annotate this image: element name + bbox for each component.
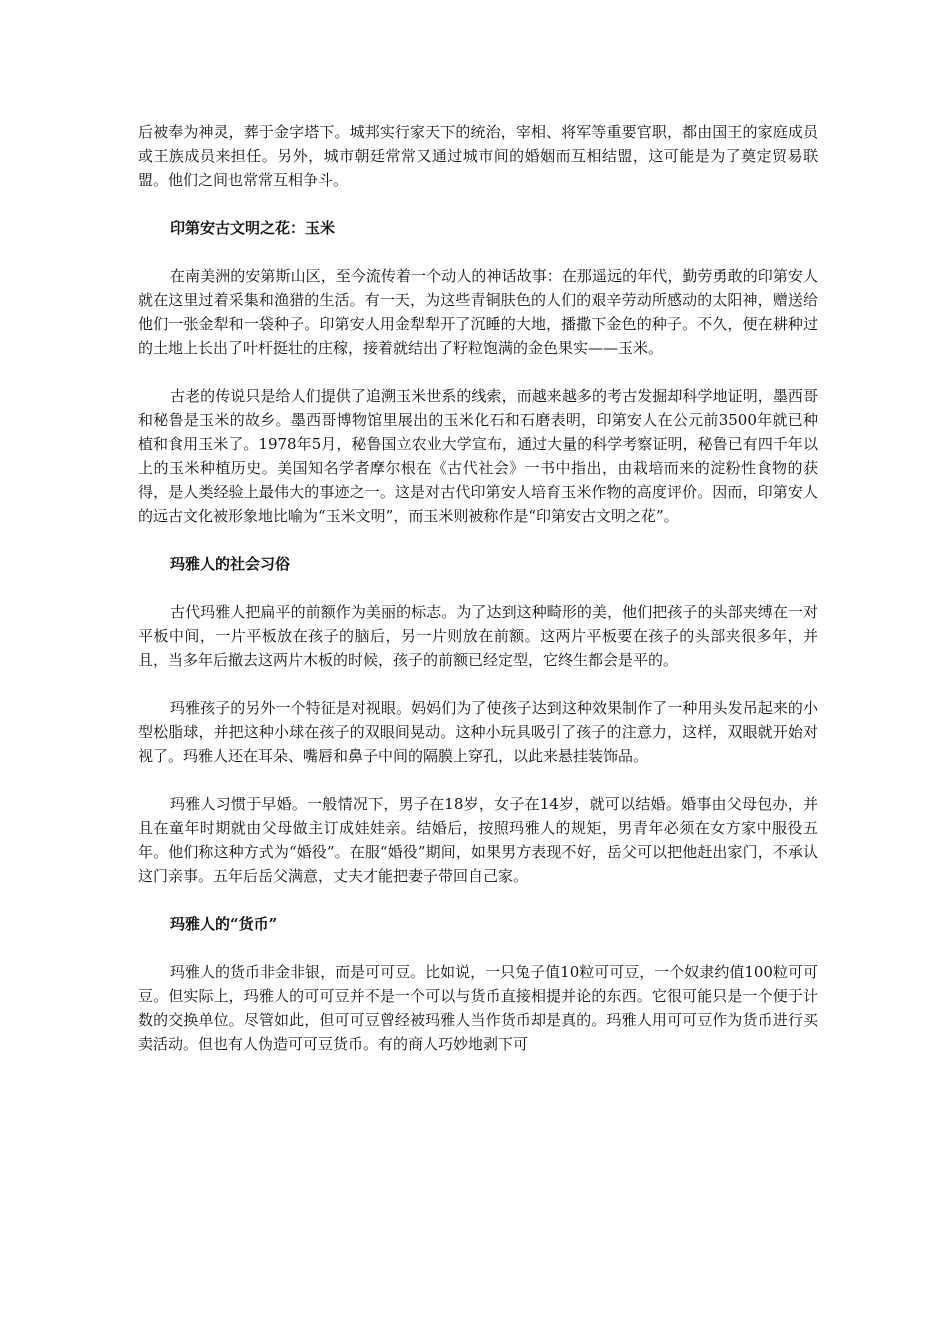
heading-maya-currency: 玛雅人的“货币” [170, 915, 278, 933]
heading-maya-customs: 玛雅人的社会习俗 [170, 555, 291, 573]
paragraph-corn-history: 古老的传说只是给人们提供了追溯玉米世系的线索，而越来越多的考古发掘却科学地证明，墨西哥和秘鲁是玉米的故乡。墨西哥博物馆里展出的玉米化石和石磨表明，印第安人在公元前3500年就已种植和食用玉米了。1978年5月，秘鲁国立农业大学宣布，通过大量的科学考察证明，秘鲁已有四千年以上的玉米种植历史。美国知名学者摩尔根在《古代社会》一书中指出，由栽培而来的淀粉性食物的获得，是人类经验上最伟大的事迹之一。这是对古代印第安人培育玉米作物的高度评价。因而，印第安人的远古文化被形象地比喻为“玉米文明”，而玉米则被称作是“印第安古文明之花”。 [138, 387, 818, 525]
document-page [138, 120, 818, 1056]
heading-corn: 印第安古文明之花：玉米 [170, 219, 336, 237]
paragraph-corn-legend: 在南美洲的安第斯山区，至今流传着一个动人的神话故事：在那遥远的年代，勤劳勇敢的印第安人就在这里过着采集和渔猎的生活。有一天，为这些青铜肤色的人们的艰辛劳动所感动的太阳神，赠送给他们一张金犁和一袋种子。印第安人用金犁犁开了沉睡的大地，播撒下金色的种子。不久，便在耕种过的土地上长出了叶杆挺壮的庄稼，接着就结出了籽粒饱满的金色果实——玉米。 [138, 267, 818, 357]
paragraph-maya-eyes: 玛雅孩子的另外一个特征是对视眼。妈妈们为了使孩子达到这种效果制作了一种用头发吊起来的小型松脂球，并把这种小球在孩子的双眼间晃动。这种小玩具吸引了孩子的注意力，这样，双眼就开始对视了。玛雅人还在耳朵、嘴唇和鼻子中间的隔膜上穿孔，以此来悬挂装饰品。 [138, 699, 818, 765]
paragraph-intro: 后被奉为神灵，葬于金字塔下。城邦实行家天下的统治，宰相、将军等重要官职，都由国王的家庭成员或王族成员来担任。另外，城市朝廷常常又通过城市间的婚姻而互相结盟，这可能是为了奠定贸易联盟。他们之间也常常互相争斗。 [138, 123, 818, 189]
paragraph-maya-marriage: 玛雅人习惯于早婚。一般情况下，男子在18岁，女子在14岁，就可以结婚。婚事由父母包办，并且在童年时期就由父母做主订成娃娃亲。结婚后，按照玛雅人的规矩，男青年必须在女方家中服役五年。他们称这种方式为“婚役”。在服“婚役”期间，如果男方表现不好，岳父可以把他赶出家门，不承认这门亲事。五年后岳父满意，丈夫才能把妻子带回自己家。 [138, 795, 818, 885]
paragraph-maya-forehead: 古代玛雅人把扁平的前额作为美丽的标志。为了达到这种畸形的美，他们把孩子的头部夹缚在一对平板中间，一片平板放在孩子的脑后，另一片则放在前额。这两片平板要在孩子的头部夹很多年，并且，当多年后撤去这两片木板的时候，孩子的前额已经定型，它终生都会是平的。 [138, 603, 818, 669]
paragraph-maya-cocoa: 玛雅人的货币非金非银，而是可可豆。比如说，一只兔子值10粒可可豆，一个奴隶约值100粒可可豆。但实际上，玛雅人的可可豆并不是一个可以与货币直接相提并论的东西。它很可能只是一个便于计数的交换单位。尽管如此，但可可豆曾经被玛雅人当作货币却是真的。玛雅人用可可豆作为货币进行买卖活动。但也有人伪造可可豆货币。有的商人巧妙地剥下可 [138, 963, 818, 1053]
